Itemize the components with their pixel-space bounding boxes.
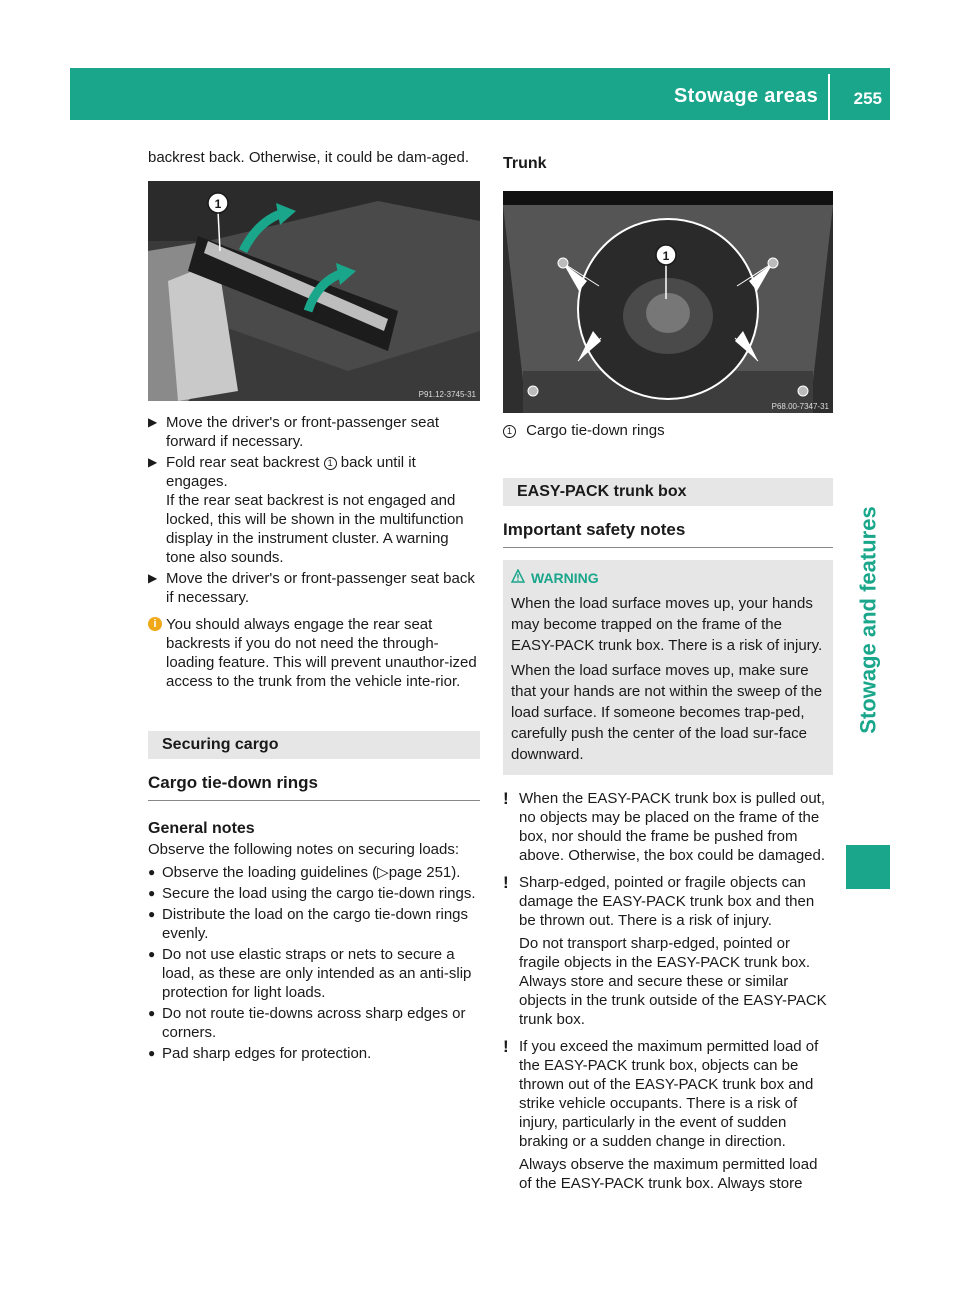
side-chapter-label bbox=[846, 450, 890, 790]
warning-text: When the load surface moves up, make sure that your hands are not within the sweep of the load surface. If someone becomes trap-ped, carefully push the center of the load sur-face downward. bbox=[511, 662, 823, 763]
legend-callout-1: 1 bbox=[503, 425, 516, 438]
figure-callout-1: 1 bbox=[214, 197, 222, 211]
bullet-icon: ● bbox=[148, 886, 156, 900]
header-separator bbox=[828, 74, 830, 120]
caution-icon: ! bbox=[503, 873, 509, 892]
step-item bbox=[148, 413, 480, 451]
bullet-icon: ● bbox=[148, 907, 156, 921]
warning-triangle-icon bbox=[511, 569, 525, 583]
caution-icon: ! bbox=[503, 1037, 509, 1056]
list-item: ● Do not use elastic straps or nets to secure a load, as these are only intended as an anti-slip protection for light loads. bbox=[148, 946, 472, 1001]
page-number: 255 bbox=[853, 89, 882, 108]
warning-title: WARNING bbox=[531, 570, 599, 586]
step-item bbox=[148, 453, 480, 567]
section-title: Securing cargo bbox=[162, 736, 279, 753]
section-title-box bbox=[503, 478, 833, 506]
side-chapter-text: Stowage and features bbox=[855, 506, 881, 734]
trunk-title: Trunk bbox=[503, 155, 547, 172]
info-note bbox=[148, 615, 480, 691]
subsection-title: Cargo tie-down rings bbox=[148, 773, 480, 801]
general-notes-title: General notes bbox=[148, 820, 255, 837]
trunk-illustration bbox=[503, 191, 833, 413]
subsection-title: Important safety notes bbox=[503, 520, 833, 548]
section-title: EASY-PACK trunk box bbox=[517, 483, 687, 500]
list-item: ● Pad sharp edges for protection. bbox=[148, 1045, 372, 1062]
header-title: Stowage areas bbox=[674, 85, 818, 107]
caution-text: Do not transport sharp-edged, pointed or fragile objects in the EASY-PACK trunk box. Always store and secure these or similar objects in the trunk outside of the EASY-PACK trunk box. bbox=[519, 935, 827, 1028]
list-item: ● Do not route tie-downs across sharp edges or corners. bbox=[148, 1005, 466, 1041]
step-text: Move the driver's or front-passenger seat forward if necessary. bbox=[166, 414, 439, 450]
info-icon: i bbox=[148, 617, 162, 631]
step-arrow-icon: ▶ bbox=[148, 415, 158, 429]
caution-note bbox=[503, 1037, 833, 1193]
bullet-icon: ● bbox=[148, 1046, 156, 1060]
inline-callout-1: 1 bbox=[324, 457, 337, 470]
caution-text: Sharp-edged, pointed or fragile objects can damage the EASY-PACK trunk box and then be thrown out. There is a risk of injury. bbox=[519, 874, 815, 929]
step-arrow-icon: ▶ bbox=[148, 455, 158, 469]
left-column bbox=[148, 148, 480, 1065]
bullet-icon: ● bbox=[148, 947, 156, 961]
section-title-box bbox=[148, 731, 480, 759]
legend-text: Cargo tie-down rings bbox=[526, 422, 665, 439]
header-bar bbox=[70, 68, 890, 120]
list-item: ● Observe the loading guidelines (▷page 251). bbox=[148, 864, 461, 881]
bullet-icon: ● bbox=[148, 1006, 156, 1020]
side-chapter-marker bbox=[846, 845, 890, 889]
right-column bbox=[503, 148, 833, 1201]
rear-seat-illustration bbox=[148, 181, 480, 401]
figure-legend bbox=[503, 421, 833, 440]
caution-text: Always observe the maximum permitted load of the EASY-PACK trunk box. Always store bbox=[519, 1156, 818, 1192]
caution-note bbox=[503, 873, 833, 1029]
caution-text: When the EASY-PACK trunk box is pulled out, no objects may be placed on the frame of the box, nor should the frame be pushed from above. Otherwise, the box could be damaged. bbox=[519, 790, 826, 864]
rear-seat-figure bbox=[148, 181, 480, 401]
warning-box bbox=[503, 560, 833, 775]
step-item bbox=[148, 569, 480, 607]
bullet-icon: ● bbox=[148, 865, 156, 879]
intro-text: backrest back. Otherwise, it could be dam-aged. bbox=[148, 149, 469, 166]
caution-text: If you exceed the maximum permitted load of the EASY-PACK trunk box, objects can be thrown out of the EASY-PACK trunk box and strike vehicle occupants. There is a risk of injury, particularly in the event of sudden braking or a sudden change in direction. bbox=[519, 1038, 819, 1150]
list-item: ● Distribute the load on the cargo tie-down rings evenly. bbox=[148, 906, 469, 942]
page-ref-arrow-icon: ▷ bbox=[377, 864, 389, 881]
info-note-text: You should always engage the rear seat backrests if you do not need the through-loading feature. This will prevent unauthor-ized access to the trunk from the vehicle inte-rior. bbox=[166, 616, 477, 690]
step-arrow-icon: ▶ bbox=[148, 571, 158, 585]
figure-callout-1: 1 bbox=[662, 249, 670, 263]
figure-code: P68.00-7347-31 bbox=[771, 402, 829, 411]
step-text: Move the driver's or front-passenger seat back if necessary. bbox=[166, 570, 475, 606]
figure-code: P91.12-3745-31 bbox=[418, 390, 476, 399]
step-extra: If the rear seat backrest is not engaged and locked, this will be shown in the multifunction display in the instrument cluster. A warning tone also sounds. bbox=[166, 492, 464, 566]
list-item: ● Secure the load using the cargo tie-down rings. bbox=[148, 885, 476, 902]
warning-header bbox=[531, 568, 825, 589]
caution-note bbox=[503, 789, 833, 865]
warning-text: When the load surface moves up, your hands may become trapped on the frame of the EASY-PACK trunk box. There is a risk of injury. bbox=[511, 595, 823, 654]
step-text: back until it engages. bbox=[166, 454, 416, 490]
caution-icon: ! bbox=[503, 789, 509, 808]
step-text: Fold rear seat backrest bbox=[166, 454, 324, 471]
general-notes-intro: Observe the following notes on securing loads: bbox=[148, 841, 460, 858]
trunk-figure bbox=[503, 191, 833, 413]
